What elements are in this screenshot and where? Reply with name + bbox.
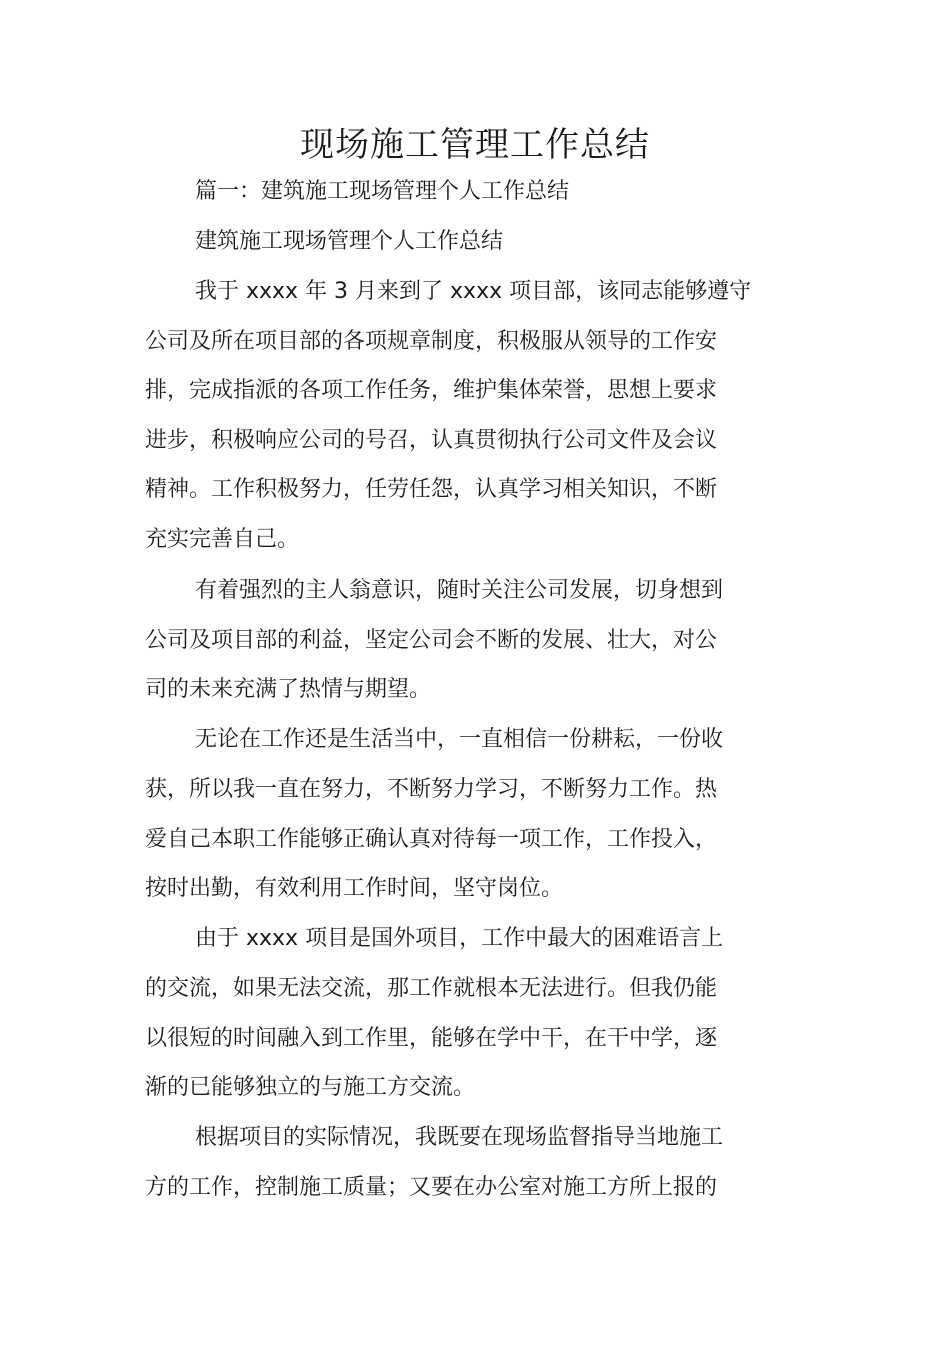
paragraph-line: 获，所以我一直在努力，不断努力学习，不断努力工作。热 xyxy=(145,777,718,802)
paragraph-line: 充实完善自己。 xyxy=(145,527,300,552)
document-title: 现场施工管理工作总结 xyxy=(300,125,650,165)
paragraph-line: 公司及项目部的利益，坚定公司会不断的发展、壮大，对公 xyxy=(145,628,718,653)
paragraph-line: 方的工作，控制施工质量；又要在办公室对施工方所上报的 xyxy=(145,1175,718,1200)
paragraph-line: 进步，积极响应公司的号召，认真贯彻执行公司文件及会议 xyxy=(145,428,718,453)
paragraph-line: 司的未来充满了热情与期望。 xyxy=(145,677,432,702)
paragraph-line: 无论在工作还是生活当中，一直相信一份耕耘，一份收 xyxy=(195,727,724,752)
paragraph-line: 公司及所在项目部的各项规章制度，积极服从领导的工作安 xyxy=(145,329,718,354)
paragraph-line: 排，完成指派的各项工作任务，维护集体荣誉，思想上要求 xyxy=(145,378,718,403)
paragraph-line: 的交流，如果无法交流，那工作就根本无法进行。但我仍能 xyxy=(145,976,718,1001)
paragraph-line: 我于 xxxx 年 3 月来到了 xxxx 项目部，该同志能够遵守 xyxy=(195,279,752,304)
heading-line: 建筑施工现场管理个人工作总结 xyxy=(195,229,504,254)
subtitle-line: 篇一：建筑施工现场管理个人工作总结 xyxy=(195,179,570,204)
paragraph-line: 由于 xxxx 项目是国外项目，工作中最大的困难语言上 xyxy=(195,926,724,951)
paragraph-line: 爱自己本职工作能够正确认真对待每一项工作，工作投入， xyxy=(145,827,718,852)
paragraph-line: 精神。工作积极努力，任劳任怨，认真学习相关知识，不断 xyxy=(145,477,718,502)
paragraph-line: 有着强烈的主人翁意识，随时关注公司发展，切身想到 xyxy=(195,578,724,603)
paragraph-line: 以很短的时间融入到工作里，能够在学中干，在干中学，逐 xyxy=(145,1026,718,1051)
paragraph-line: 按时出勤，有效利用工作时间，坚守岗位。 xyxy=(145,876,564,901)
paragraph-line: 根据项目的实际情况，我既要在现场监督指导当地施工 xyxy=(195,1125,724,1150)
paragraph-line: 渐的已能够独立的与施工方交流。 xyxy=(145,1075,476,1100)
